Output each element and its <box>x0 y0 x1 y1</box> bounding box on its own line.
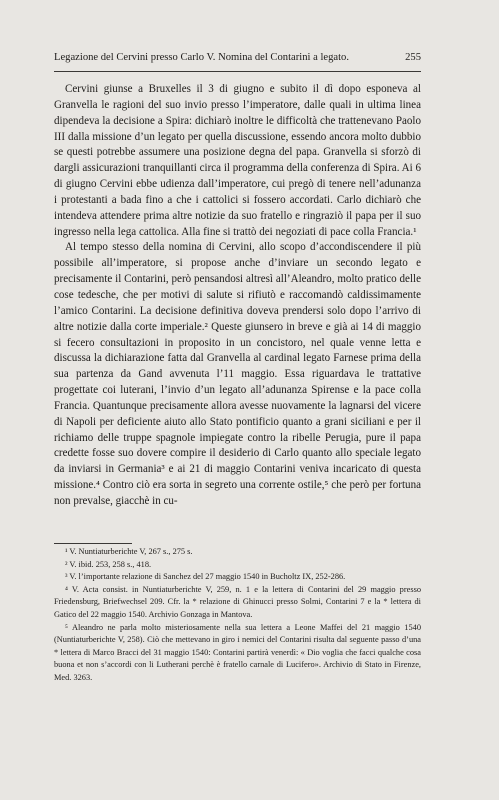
running-header <box>54 52 421 63</box>
page-number: 255 <box>405 52 421 63</box>
footnote-rule <box>54 543 132 544</box>
footnotes <box>54 546 421 685</box>
footnote-1: ¹ V. Nuntiaturberichte V, 267 s., 275 s. <box>65 547 193 556</box>
paragraph-1: Cervini giunse a Bruxelles il 3 di giugno e subito il dì dopo esponeva al Granvella le ragioni del suo invio presso l’imperatore, dalle quali in ultima linea dipendeva la decisione a Spira: dichiarò inoltre le difficoltà che trattenevano Paolo III dalla missione d’un legato per quella discussione, essendo ancora molto dubbio se questi potrebbe assumere una posizione degna del papa. Granvella si sforzò di dargli assicurazioni tranquillanti circa il programma della conferenza di Spira. Ai 6 di giugno Cervini ebbe udienza dall’imperatore, cui pregò di tenere nell’adunanza i protestanti a bada fino a che i cattolici si fossero accordati. Carlo dichiarò che intendeva attendere prima altre notizie da suo fratello e ringraziò il papa per il suo ingresso nella lega cattolica. Alla fine si trattò dei negoziati di pace colla Francia.¹ <box>54 83 421 238</box>
footnote-5: ⁵ Aleandro ne parla molto misteriosamente nella sua lettera a Leone Maffei del 21 maggio 1540 (Nuntiaturberichte V, 258). Ciò che mettevano in giro i nemici del Contarini risulta dal seguente passo d’una * lettera di Marco Bracci del 31 maggio 1540: Contarini partirà venerdì: « Dio voglia che facci qualche cosa buona et non s’accordi con li Lutherani perchè è fratello carnale di Lucifero». Archivio di Stato in Firenze, Med. 3263. <box>54 622 421 682</box>
footnote-2: ² V. ibid. 253, 258 s., 418. <box>65 559 152 569</box>
main-text <box>54 82 421 510</box>
paragraph-2: Al tempo stesso della nomina di Cervini, allo scopo d’accondiscendere il più possibile all’imperatore, si propose anche d’inviare un secondo legato e precisamente il Contarini, però pensandosi altresì all’Aleandro, molto pratico delle cose tedesche, che per motivi di salute si rifiutò e raccomandò caldissimamente l’amico Contarini. La decisione definitiva doveva prendersi solo dopo l’arrivo di altre notizie dalla corte imperiale.² Queste giunsero in breve e già ai 14 di maggio si fecero consultazioni in proposito in un concistoro, nel quale venne letta e discussa la dichiarazione fatta dal Granvella al cardinal legato Farnese prima della sua partenza da Gand avvenuta l’11 maggio. Essa riguardava le trattative progettate coi luterani, l’invio d’un legato all’adunanza Spirense e la pace colla Francia. Quantunque precisamente allora avesse nuovamente la lagnarsi del vicere di Napoli per deficiente aiuto allo Stato pontificio quanto a grani siciliani e per il richiamo delle truppe spagnole impiegate contro la ribelle Perugia, pure il papa credette fosse suo dovere compire il desiderio di Carlo quanto allo speciale legato da inviarsi in Germania³ e ai 21 di maggio Contarini veniva incaricato di questa missione.⁴ Contro ciò era sorta in segreto una corrente ostile,⁵ che però per fortuna non prevalse, giacchè in cu- <box>54 241 421 507</box>
header-rule <box>54 71 421 72</box>
footnote-4: ⁴ V. Acta consist. in Nuntiaturberichte V, 259, n. 1 e la lettera di Contarini del 29 maggio presso Friedensburg, Briefwechsel 209. Cfr. la * relazione di Ghinucci presso Solmi, Contarini 7 e la * lettera di Gatico del 22 maggio 1540. Archivio Gonzaga in Mantova. <box>54 584 421 619</box>
footnote-3: ³ V. l’importante relazione di Sanchez del 27 maggio 1540 in Bucholtz IX, 252-286. <box>65 572 346 582</box>
running-title: Legazione del Cervini presso Carlo V. Nomina del Contarini a legato. <box>54 52 349 63</box>
